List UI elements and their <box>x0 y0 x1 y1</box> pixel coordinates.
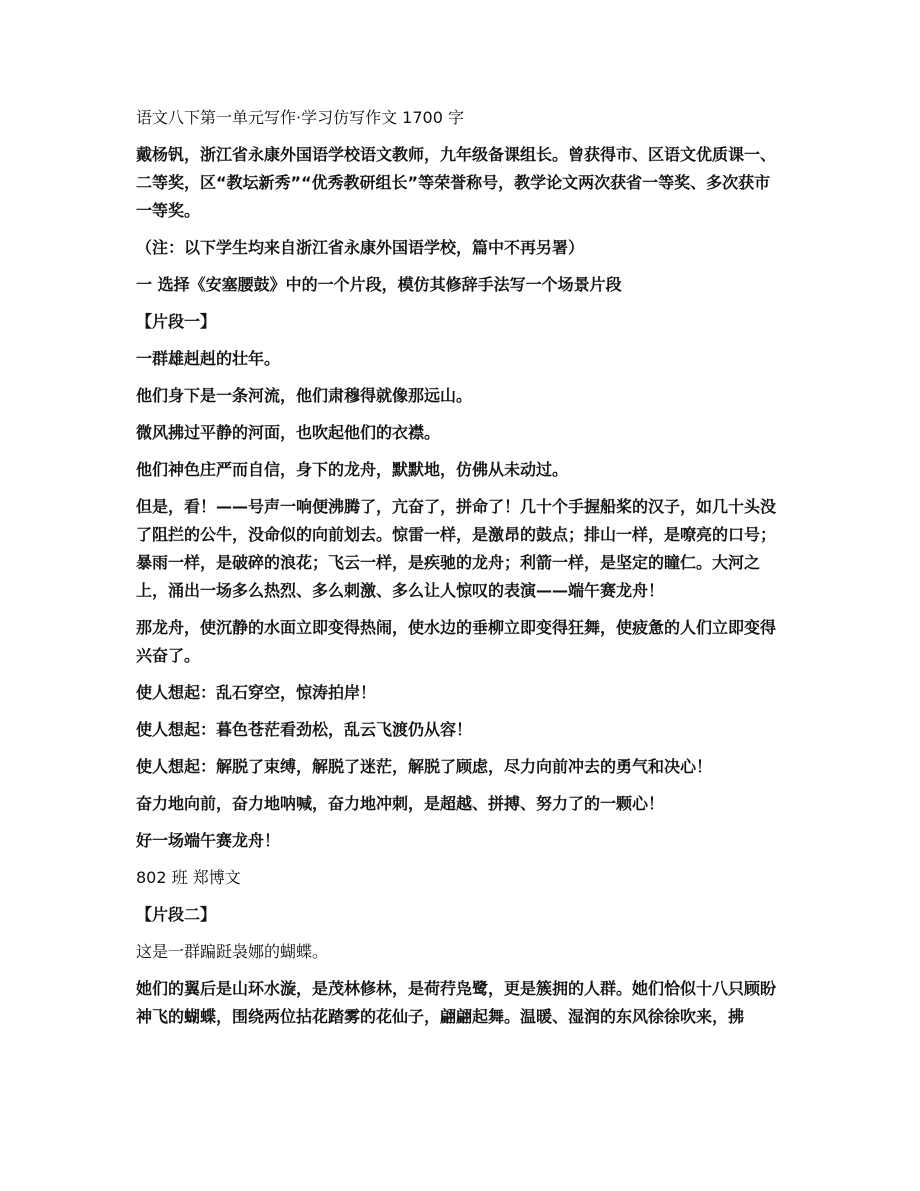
paragraph: 奋力地向前，奋力地呐喊，奋力地冲刺，是超越、拼搏、努力了的一颗心！ <box>136 794 665 813</box>
document-page <box>136 104 786 1040</box>
paragraph: 使人想起：乱石穿空，惊涛拍岸！ <box>136 683 377 702</box>
document-title: 语文八下第一单元写作·学习仿写作文 1700 字 <box>136 108 464 127</box>
note: （注：以下学生均来自浙江省永康外国语学校，篇中不再另署） <box>136 238 585 257</box>
paragraph: 他们身下是一条河流，他们肃穆得就像那远山。 <box>136 386 473 405</box>
paragraph: 那龙舟，使沉静的水面立即变得热闹，使水边的垂柳立即变得狂舞，使疲惫的人们立即变得兴奋了。 <box>136 618 777 665</box>
paragraph: 好一场端午赛龙舟！ <box>136 831 281 850</box>
author-bio: 戴杨钒，浙江省永康外国语学校语文教师，九年级备课组长。曾获得市、区语文优质课一、二等奖，区“教坛新秀”“优秀教研组长”等荣誉称号，教学论文两次获省一等奖、多次获市一等奖。 <box>136 145 777 220</box>
paragraph: 一群雄赳赳的壮年。 <box>136 349 281 368</box>
fragment-one-label: 【片段一】 <box>136 312 217 331</box>
paragraph: 这是一群蹁跹袅娜的蝴蝶。 <box>136 942 329 961</box>
section-heading: 一 选择《安塞腰鼓》中的一个片段，模仿其修辞手法写一个场景片段 <box>136 275 622 294</box>
paragraph: 她们的翼后是山环水漩，是茂林修林，是荷荇凫鹭，更是簇拥的人群。她们恰似十八只顾盼神飞的蝴蝶，围绕两位拈花踏雾的花仙子，翩翩起舞。温暖、湿润的东风徐徐吹来，拂 <box>136 979 777 1026</box>
paragraph: 微风拂过平静的河面，也吹起他们的衣襟。 <box>136 423 441 442</box>
paragraph: 使人想起：暮色苍茫看劲松，乱云飞渡仍从容！ <box>136 720 473 739</box>
fragment-two-label: 【片段二】 <box>136 905 217 924</box>
paragraph: 使人想起：解脱了束缚，解脱了迷茫，解脱了顾虑，尽力向前冲去的勇气和决心！ <box>136 757 713 776</box>
paragraph: 但是，看！——号声一响便沸腾了，亢奋了，拼命了！几十个手握船桨的汉子，如几十头没了阻拦的公牛，没命似的向前划去。惊雷一样，是激昂的鼓点；排山一样，是嘹亮的口号；暴雨一样，是破碎的浪花；飞云一样，是疾驰的龙舟；利箭一样，是坚定的瞳仁。大河之上，涌出一场多么热烈、多么刺激、多么让人惊叹的表演——端午赛龙舟！ <box>136 497 777 600</box>
byline: 802 班 郑博文 <box>136 868 241 887</box>
paragraph: 他们神色庄严而自信，身下的龙舟，默默地，仿佛从未动过。 <box>136 460 569 479</box>
